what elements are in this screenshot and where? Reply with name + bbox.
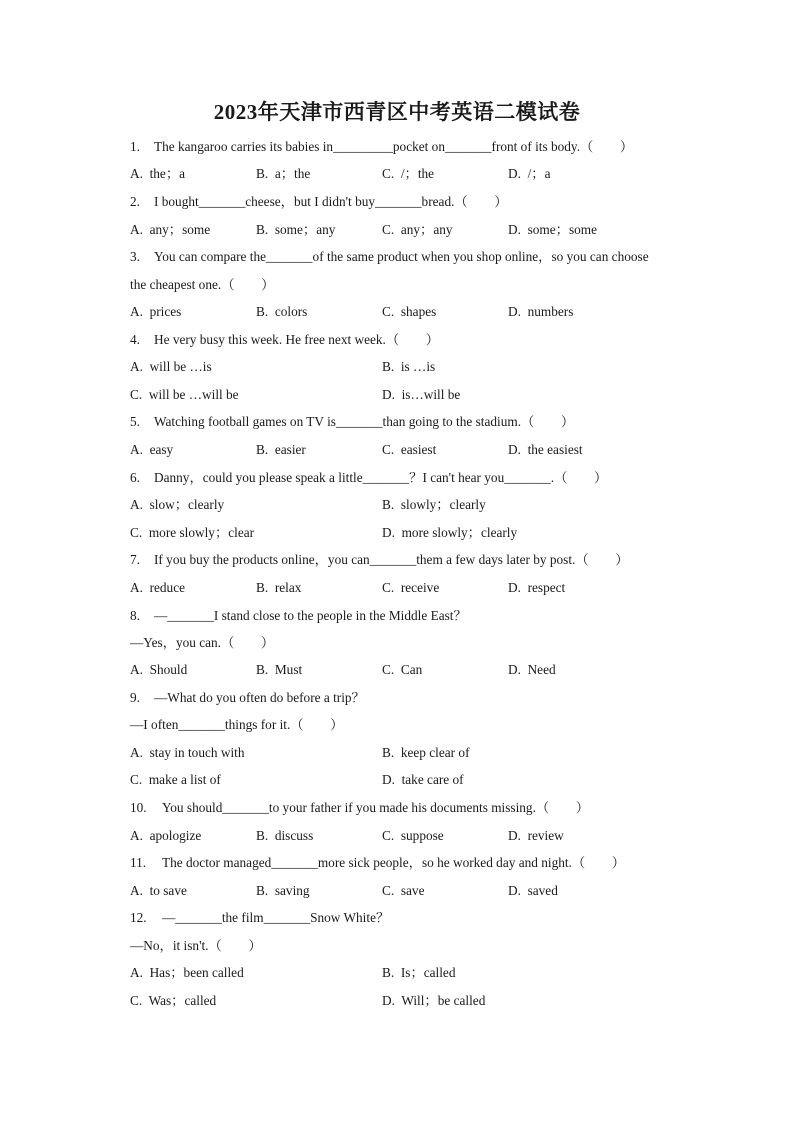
q2-option-a[interactable]: A. any；some <box>130 222 211 237</box>
q8-option-c[interactable]: C. Can <box>382 662 423 677</box>
question-11: 11. The doctor managed_______more sick people，so he worked day and night.（ ） <box>130 855 626 870</box>
q7-option-b[interactable]: B. relax <box>256 580 302 595</box>
question-10: 10. You should_______to your father if you made his documents missing.（ ） <box>130 800 590 815</box>
question-9-continued: —I often_______things for it.（ ） <box>130 717 344 732</box>
q11-option-a[interactable]: A. to save <box>130 883 187 898</box>
q7-option-d[interactable]: D. respect <box>508 580 566 595</box>
q3-option-c[interactable]: C. shapes <box>382 304 437 319</box>
q10-option-d[interactable]: D. review <box>508 828 564 843</box>
q1-option-d[interactable]: D. /；a <box>508 166 551 181</box>
q6-option-a[interactable]: A. slow；clearly <box>130 497 225 512</box>
q12-option-a[interactable]: A. Has；been called <box>130 965 244 980</box>
question-12-continued: —No，it isn't.（ ） <box>130 938 262 953</box>
question-8-continued: —Yes，you can.（ ） <box>130 635 275 650</box>
q1-option-c[interactable]: C. /；the <box>382 166 435 181</box>
question-6: 6. Danny，could you please speak a little_______？I can't hear you_______.（ ） <box>130 470 608 485</box>
q7-option-c[interactable]: C. receive <box>382 580 440 595</box>
question-2: 2. I bought_______cheese，but I didn't buy_______bread.（ ） <box>130 194 508 209</box>
q4-option-a[interactable]: A. will be …is <box>130 359 212 374</box>
q2-option-d[interactable]: D. some；some <box>508 222 598 237</box>
q4-option-c[interactable]: C. will be …will be <box>130 387 239 402</box>
q1-option-a[interactable]: A. the；a <box>130 166 186 181</box>
q6-option-c[interactable]: C. more slowly；clear <box>130 525 255 540</box>
q12-option-c[interactable]: C. Was；called <box>130 993 217 1008</box>
question-1: 1. The kangaroo carries its babies in_________pocket on_______front of its body.（ ） <box>130 139 634 154</box>
q4-option-b[interactable]: B. is …is <box>382 359 436 374</box>
q9-option-d[interactable]: D. take care of <box>382 772 464 787</box>
q8-option-b[interactable]: B. Must <box>256 662 303 677</box>
q10-option-c[interactable]: C. suppose <box>382 828 444 843</box>
q4-option-d[interactable]: D. is…will be <box>382 387 461 402</box>
question-9: 9. —What do you often do before a trip？ <box>130 690 365 705</box>
q2-option-c[interactable]: C. any；any <box>382 222 453 237</box>
q2-option-b[interactable]: B. some；any <box>256 222 336 237</box>
q8-option-a[interactable]: A. Should <box>130 662 188 677</box>
q6-option-b[interactable]: B. slowly；clearly <box>382 497 486 512</box>
q10-option-a[interactable]: A. apologize <box>130 828 202 843</box>
question-5: 5. Watching football games on TV is_______than going to the stadium.（ ） <box>130 414 575 429</box>
q8-option-d[interactable]: D. Need <box>508 662 556 677</box>
q7-option-a[interactable]: A. reduce <box>130 580 186 595</box>
q12-option-d[interactable]: D. Will；be called <box>382 993 486 1008</box>
q11-option-b[interactable]: B. saving <box>256 883 310 898</box>
q12-option-b[interactable]: B. Is；called <box>382 965 456 980</box>
q5-option-a[interactable]: A. easy <box>130 442 174 457</box>
question-4: 4. He very busy this week. He free next week.（ ） <box>130 332 440 347</box>
question-12: 12. —_______the film_______Snow White？ <box>130 910 390 925</box>
q3-option-a[interactable]: A. prices <box>130 304 182 319</box>
q5-option-c[interactable]: C. easiest <box>382 442 437 457</box>
question-3-continued: the cheapest one.（ ） <box>130 277 275 292</box>
q11-option-c[interactable]: C. save <box>382 883 425 898</box>
question-8: 8. —_______I stand close to the people in the Middle East？ <box>130 608 467 623</box>
q9-option-b[interactable]: B. keep clear of <box>382 745 470 760</box>
q11-option-d[interactable]: D. saved <box>508 883 558 898</box>
question-3: 3. You can compare the_______of the same product when you shop online，so you can choose <box>130 249 649 264</box>
page-title: 2023年天津市西青区中考英语二模试卷 <box>213 100 581 124</box>
q3-option-d[interactable]: D. numbers <box>508 304 574 319</box>
q6-option-d[interactable]: D. more slowly；clearly <box>382 525 518 540</box>
q3-option-b[interactable]: B. colors <box>256 304 308 319</box>
q9-option-a[interactable]: A. stay in touch with <box>130 745 245 760</box>
q10-option-b[interactable]: B. discuss <box>256 828 314 843</box>
q1-option-b[interactable]: B. a；the <box>256 166 311 181</box>
question-7: 7. If you buy the products online，you can_______them a few days later by post.（ ） <box>130 552 629 567</box>
q5-option-d[interactable]: D. the easiest <box>508 442 583 457</box>
q5-option-b[interactable]: B. easier <box>256 442 306 457</box>
q9-option-c[interactable]: C. make a list of <box>130 772 221 787</box>
